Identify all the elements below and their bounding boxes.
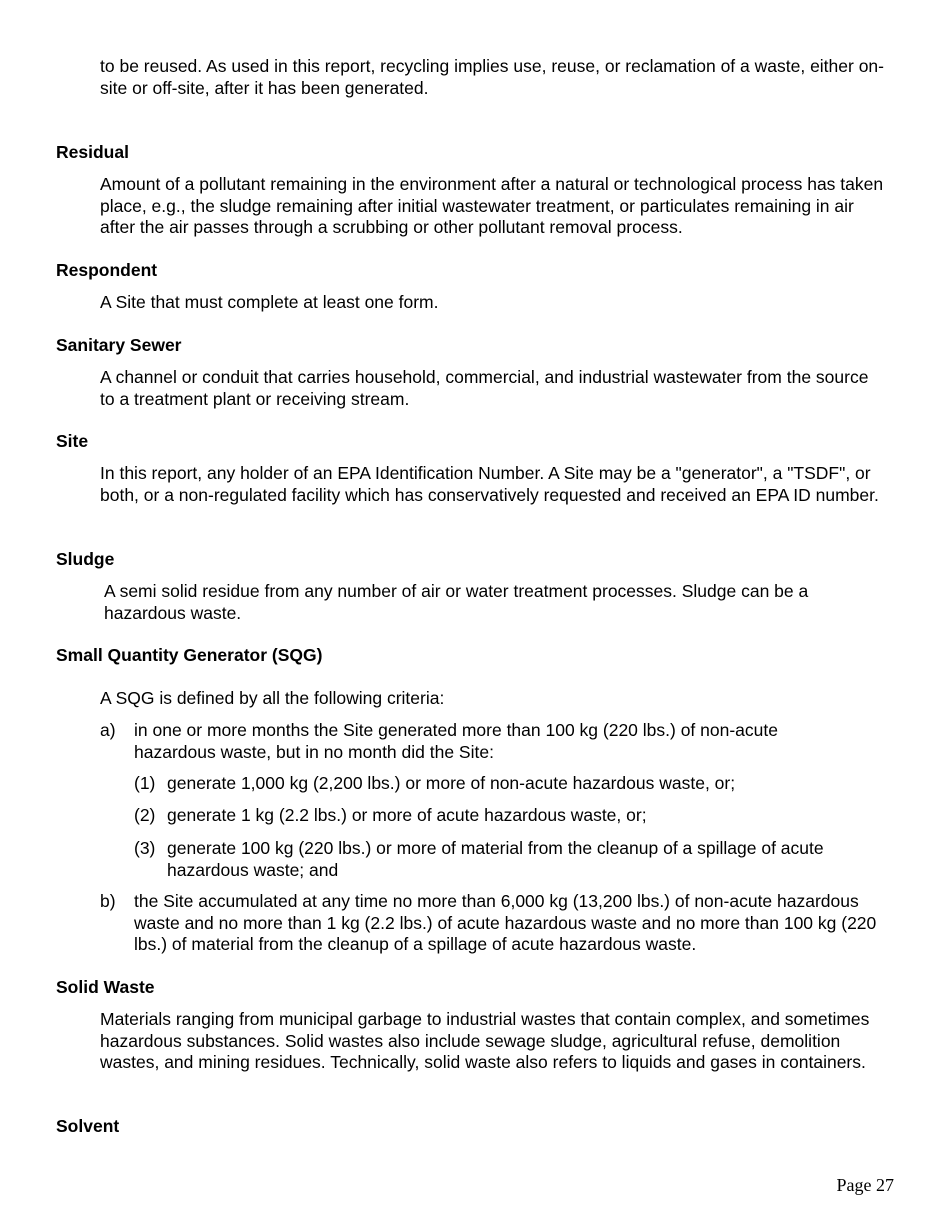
list-marker: (1)	[134, 773, 156, 793]
list-item-text: generate 100 kg (220 lbs.) or more of material from the cleanup of a spillage of acute hazardous waste; and	[167, 838, 824, 880]
term-site: Site	[56, 431, 89, 451]
term-respondent: Respondent	[56, 260, 158, 280]
list-item-text: in one or more months the Site generated more than 100 kg (220 lbs.) of non-acute hazardous waste, but in no month did the Site:	[134, 720, 778, 762]
list-item-text: the Site accumulated at any time no more than 6,000 kg (13,200 lbs.) of non-acute hazardous waste and no more than 1 kg (2.2 lbs.) of acute hazardous waste and no more than 100 kg (220 lbs.) of material from the cleanup of a spillage of acute hazardous waste.	[134, 891, 877, 955]
list-marker: a)	[100, 720, 116, 740]
term-sludge: Sludge	[56, 549, 115, 569]
intro-paragraph: to be reused. As used in this report, recycling implies use, reuse, or reclamation of a waste, either on-site or off-site, after it has been generated.	[100, 56, 884, 98]
term-sqg: Small Quantity Generator (SQG)	[56, 645, 323, 665]
list-marker: b)	[100, 891, 116, 911]
definition-sanitary-sewer: A channel or conduit that carries household, commercial, and industrial wastewater from the source to a treatment plant or receiving stream.	[100, 367, 869, 409]
term-sanitary-sewer: Sanitary Sewer	[56, 335, 182, 355]
term-solvent: Solvent	[56, 1116, 120, 1136]
definition-residual: Amount of a pollutant remaining in the environment after a natural or technological process has taken place, e.g., the sludge remaining after initial wastewater treatment, or particulates remaining in air after the air passes through a scrubbing or other pollutant removal process.	[100, 174, 884, 238]
list-marker: (2)	[134, 805, 156, 825]
page-number: Page 27	[836, 1175, 894, 1195]
list-marker: (3)	[134, 838, 156, 858]
definition-site: In this report, any holder of an EPA Identification Number. A Site may be a "generator", a "TSDF", or both, or a non-regulated facility which has conservatively requested and received an EPA ID number.	[100, 463, 879, 505]
sqg-lead: A SQG is defined by all the following criteria:	[100, 688, 445, 708]
term-residual: Residual	[56, 142, 129, 162]
definition-sludge: A semi solid residue from any number of air or water treatment processes. Sludge can be a hazardous waste.	[104, 581, 809, 623]
definition-respondent: A Site that must complete at least one form.	[100, 292, 439, 312]
term-solid-waste: Solid Waste	[56, 977, 155, 997]
list-item-text: generate 1,000 kg (2,200 lbs.) or more of non-acute hazardous waste, or;	[167, 773, 736, 793]
definition-solid-waste: Materials ranging from municipal garbage to industrial wastes that contain complex, and sometimes hazardous substances. Solid wastes also include sewage sludge, agricultural refuse, demolition wastes, and mining residues. Technically, solid waste also refers to liquids and gases in containers.	[100, 1009, 870, 1073]
list-item-text: generate 1 kg (2.2 lbs.) or more of acute hazardous waste, or;	[167, 805, 647, 825]
